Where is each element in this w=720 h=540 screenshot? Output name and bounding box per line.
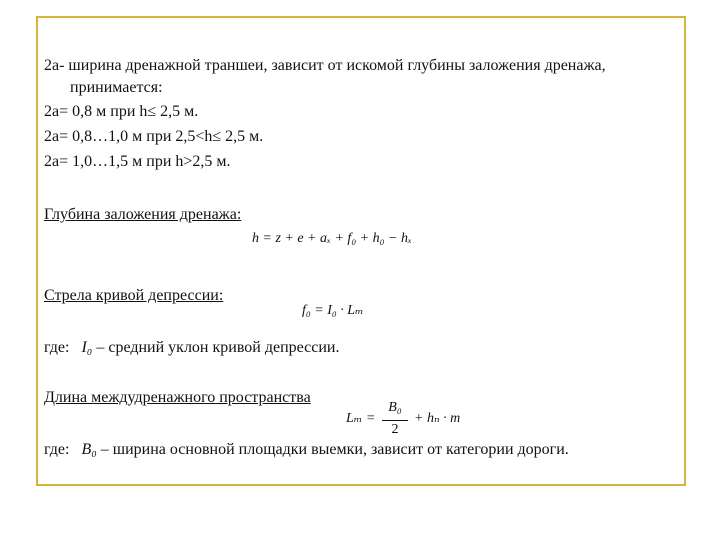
fraction-denominator: 2 <box>391 422 399 437</box>
spacing-where-line <box>44 440 569 460</box>
fraction-bar <box>382 420 408 421</box>
fraction-numerator: B₀ <box>388 400 402 415</box>
spacing-formula-right: + hₙ · m <box>414 411 461 426</box>
platform-width-description: – ширина основной площадки выемки, зависит от категории дороги. <box>100 441 569 458</box>
spacing-fraction <box>380 400 410 442</box>
width-rule-3: 2а= 1,0…1,5 м при h>2,5 м. <box>44 153 231 170</box>
depression-formula: f₀ = I₀ · Lₘ <box>302 303 364 318</box>
width-definition-continuation: принимается: <box>70 79 163 96</box>
width-rule-2: 2а= 0,8…1,0 м при 2,5<h≤ 2,5 м. <box>44 128 264 145</box>
slope-description: – средний уклон кривой депрессии. <box>96 339 340 356</box>
where-prefix: где: <box>44 441 70 458</box>
platform-width-symbol: B₀ <box>81 441 97 458</box>
frame-bottom-rule <box>36 484 686 486</box>
depth-formula: h = z + e + aₓ + f₀ + h₀ − hₓ <box>252 231 412 246</box>
width-rule-1: 2а= 0,8 м при h≤ 2,5 м. <box>44 103 199 120</box>
frame-left-rule <box>36 16 38 486</box>
depth-heading: Глубина заложения дренажа: <box>44 206 242 223</box>
spacing-formula-left: Lₘ = <box>346 411 376 426</box>
depression-where-line <box>44 338 339 358</box>
frame-right-rule <box>684 16 686 486</box>
width-definition-line: 2а- ширина дренажной траншеи, зависит от искомой глубины заложения дренажа, <box>44 57 606 74</box>
depression-heading: Стрела кривой депрессии: <box>44 287 224 304</box>
frame-top-rule <box>36 16 686 18</box>
where-prefix: где: <box>44 339 70 356</box>
spacing-heading: Длина междудренажного пространства <box>44 389 311 406</box>
slope-symbol: I₀ <box>81 339 93 356</box>
